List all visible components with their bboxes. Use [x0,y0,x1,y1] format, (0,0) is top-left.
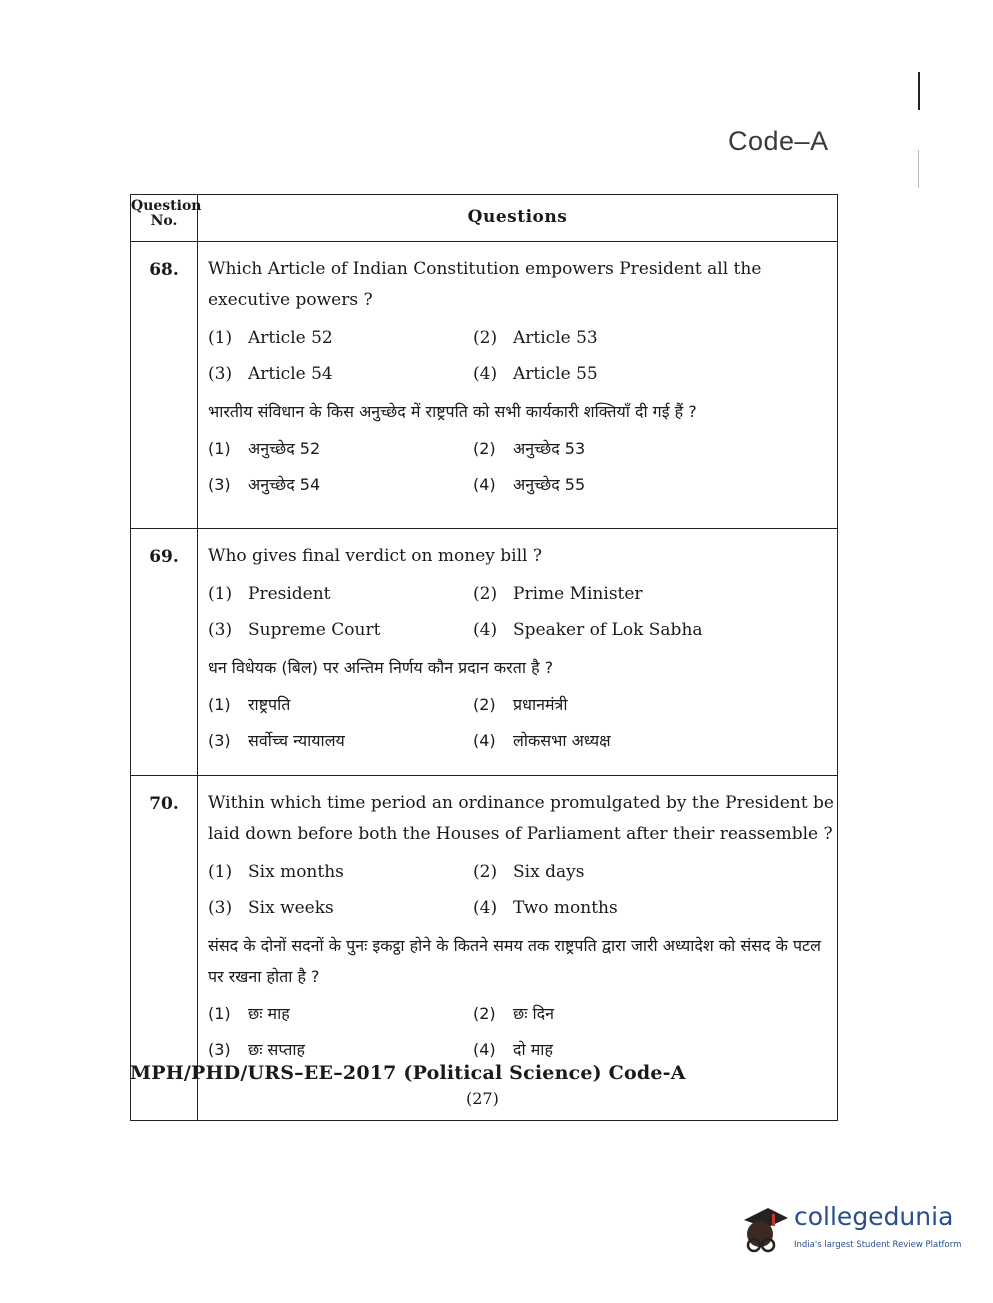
option: (4) Two months [473,898,618,918]
options-en [208,320,837,392]
option: (1) राष्ट्रपति [208,695,291,714]
option: (2) Article 53 [473,328,598,348]
option: (3) सर्वोच्च न्यायालय [208,731,345,750]
option: (4) दो माह [473,1040,553,1059]
questions-header: Questions [198,195,838,242]
option: (1) Six months [208,862,344,882]
table-header-row [131,195,838,242]
options-en [208,854,837,926]
question-number: 69. [131,529,198,776]
question-text-en: Which Article of Indian Constitution empowers President all the executive powers ? [208,259,762,310]
code-label: Code–A [728,126,829,156]
option: (3) अनुच्छेद 54 [208,475,321,494]
option: (3) Six weeks [208,898,334,918]
question-text-en: Within which time period an ordinance promulgated by the President be laid down before both the Houses of Parliament after their reassemble ? [208,793,834,844]
page-number: (27) [466,1089,499,1108]
options-hi [208,687,837,759]
option: (4) Speaker of Lok Sabha [473,620,703,640]
option: (1) अनुच्छेद 52 [208,439,321,458]
question-text-hi: धन विधेयक (बिल) पर अन्तिम निर्णय कौन प्रदान करता है ? [208,658,554,677]
question-number: 70. [131,776,198,1121]
option: (3) Supreme Court [208,620,381,640]
question-body [198,242,838,529]
page-edge-mark-faint [918,150,919,188]
option: (2) छः दिन [473,1004,555,1023]
logo-name: collegedunia [794,1202,954,1231]
option: (3) Article 54 [208,364,333,384]
option: (2) Six days [473,862,585,882]
options-en [208,576,837,648]
option: (4) Article 55 [473,364,598,384]
options-hi [208,996,837,1068]
question-number: 68. [131,242,198,529]
option: (2) प्रधानमंत्री [473,695,568,714]
collegedunia-logo [738,1200,963,1260]
question-table [130,194,838,1121]
logo-tagline: India's largest Student Review Platform [794,1240,962,1250]
question-no-header: Question No. [131,195,198,242]
page-edge-mark [918,72,920,110]
question-row [131,242,838,529]
option: (1) President [208,584,331,604]
options-hi [208,431,837,503]
option: (1) छः माह [208,1004,290,1023]
question-text-hi: संसद के दोनों सदनों के पुनः इकट्ठा होने के कितने समय तक राष्ट्रपति द्वारा जारी अध्यादेश को संसद के पटल पर रखना होता है ? [208,936,821,986]
question-text-hi: भारतीय संविधान के किस अनुच्छेद में राष्ट्रपति को सभी कार्यकारी शक्तियाँ दी गई हैं ? [208,402,697,421]
question-row [131,529,838,776]
option: (2) Prime Minister [473,584,643,604]
option: (4) लोकसभा अध्यक्ष [473,731,611,750]
footer-title: MPH/PHD/URS–EE–2017 (Political Science) Code-A [130,1062,686,1084]
question-text-en: Who gives final verdict on money bill ? [208,546,542,566]
option: (3) छः सप्ताह [208,1040,306,1059]
option: (2) अनुच्छेद 53 [473,439,586,458]
option: (1) Article 52 [208,328,333,348]
option: (4) अनुच्छेद 55 [473,475,586,494]
student-mascot-icon [738,1200,790,1258]
question-body [198,529,838,776]
